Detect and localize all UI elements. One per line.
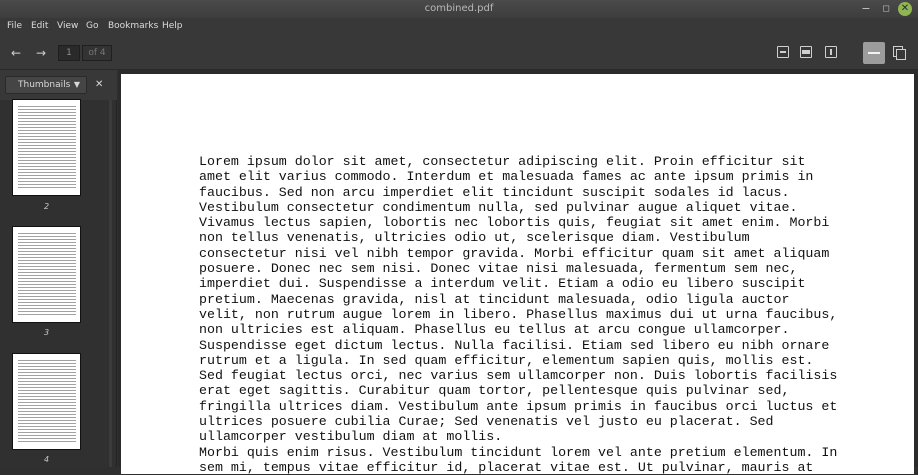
menu-help[interactable]: Help — [162, 21, 183, 31]
zoom-fit-width-icon[interactable] — [800, 46, 812, 58]
text-line: Vivamus lectus sapien, lobortis nec lobortis quis, feugiat sit amet enim. Morbi — [199, 215, 830, 231]
sidebar-mode-label: Thumbnails — [18, 80, 71, 90]
thumbnail-page-3[interactable] — [12, 226, 81, 323]
text-line: rutrum et a ligula. In sed quam efficitur, elementum sapien quis, mollis est. — [199, 352, 814, 368]
thumbnail-label: 3 — [43, 328, 50, 337]
thumbnail-list[interactable] — [0, 100, 116, 467]
text-line: faucibus. Sed non arcu imperdiet elit tincidunt suscipit sodales id lacus. — [199, 184, 790, 200]
sidebar — [0, 70, 117, 467]
text-line: imperdiet dui. Suspendisse a interdum velit. Etiam a odio eu libero suscipit — [199, 276, 806, 292]
text-line: Morbi quis enim risus. Vestibulum tincidunt lorem vel ante pretium elementum. In — [199, 444, 838, 460]
text-line: amet elit varius commodo. Interdum et malesuada fames ac ante ipsum primis in — [199, 169, 814, 185]
menu-file[interactable]: File — [7, 21, 23, 31]
dual-page-icon[interactable] — [893, 46, 907, 60]
thumbnail-page-2[interactable] — [12, 99, 81, 196]
text-line: Lorem ipsum dolor sit amet, consectetur adipiscing elit. Proin efficitur sit — [199, 154, 806, 169]
menu-edit[interactable]: Edit — [31, 21, 49, 31]
text-line: non ultricies est aliquam. Phasellus eu tellus at arcu congue ullamcorper. — [199, 322, 790, 338]
zoom-original-icon[interactable] — [825, 46, 837, 58]
text-line: pretium. Maecenas gravida, nisl at tincidunt malesuada, odio ligula auctor — [199, 291, 790, 307]
page-text — [199, 154, 859, 475]
window-title: combined.pdf — [424, 3, 494, 14]
document-view[interactable] — [118, 70, 918, 475]
menu-view[interactable]: View — [57, 21, 79, 31]
text-line: velit, non rutrum augue lorem in libero. Phasellus maximus dui ut urna faucibus, — [199, 306, 838, 322]
current-page-input[interactable]: 1 — [58, 45, 80, 61]
maximize-icon[interactable]: ◻ — [882, 4, 890, 14]
title-bar — [0, 0, 918, 18]
text-line: erat eget sagittis. Curabitur quam tortor, pellentesque quis pulvinar sed, — [199, 383, 790, 399]
text-line: posuere. Donec nec sem nisi. Donec vitae nisi malesuada, fermentum sem nec, — [199, 261, 798, 277]
text-line: ultrices posuere cubilia Curae; Sed venenatis vel justo eu placerat. Sed — [199, 414, 774, 430]
thumbnail-label: 2 — [43, 202, 50, 211]
menu-go[interactable]: Go — [86, 21, 99, 31]
minimize-icon[interactable]: − — [861, 2, 871, 15]
thumbnail-label: 4 — [43, 455, 50, 464]
close-sidebar-icon[interactable]: ✕ — [95, 79, 104, 90]
arrow-left-icon[interactable]: ← — [11, 46, 22, 60]
text-line: Sed feugiat lectus orci, nec varius sem ullamcorper non. Duis lobortis facilisis — [199, 368, 838, 384]
continuous-view-icon[interactable] — [863, 42, 885, 64]
arrow-right-icon[interactable]: → — [36, 46, 47, 60]
sidebar-scrollbar[interactable] — [109, 100, 112, 467]
text-line: Vestibulum consectetur condimentum nulla, sed pulvinar augue aliquet vitae. — [199, 199, 798, 215]
page-count: of 4 — [82, 45, 112, 61]
zoom-fit-page-icon[interactable] — [777, 46, 789, 58]
sidebar-mode-select[interactable] — [5, 76, 87, 94]
menu-bookmarks[interactable]: Bookmarks — [108, 21, 159, 31]
text-line: sem mi, tempus vitae efficitur id, placerat vitae est. Ut pulvinar, mauris at — [199, 459, 814, 475]
sidebar-header — [0, 70, 117, 100]
pdf-page — [121, 74, 914, 474]
chevron-down-icon: ▼ — [73, 80, 80, 89]
text-line: non tellus venenatis, ultricies odio ut, scelerisque diam. Vestibulum — [199, 230, 750, 246]
menu-bar — [0, 18, 918, 36]
text-line: consectetur nisi vel nibh tempor gravida. Morbi efficitur quam sit amet aliquam — [199, 245, 830, 261]
text-line: Suspendisse eget dictum lectus. Nulla facilisi. Etiam sed libero eu nibh ornare — [199, 337, 830, 353]
text-line: fringilla ultrices diam. Vestibulum ante ipsum primis in faucibus orci luctus et — [199, 398, 838, 414]
thumbnail-page-4[interactable] — [12, 353, 81, 450]
text-line: ullamcorper vestibulum diam at mollis. — [199, 429, 503, 445]
toolbar — [0, 36, 918, 70]
close-window-icon[interactable]: ✕ — [898, 2, 912, 16]
